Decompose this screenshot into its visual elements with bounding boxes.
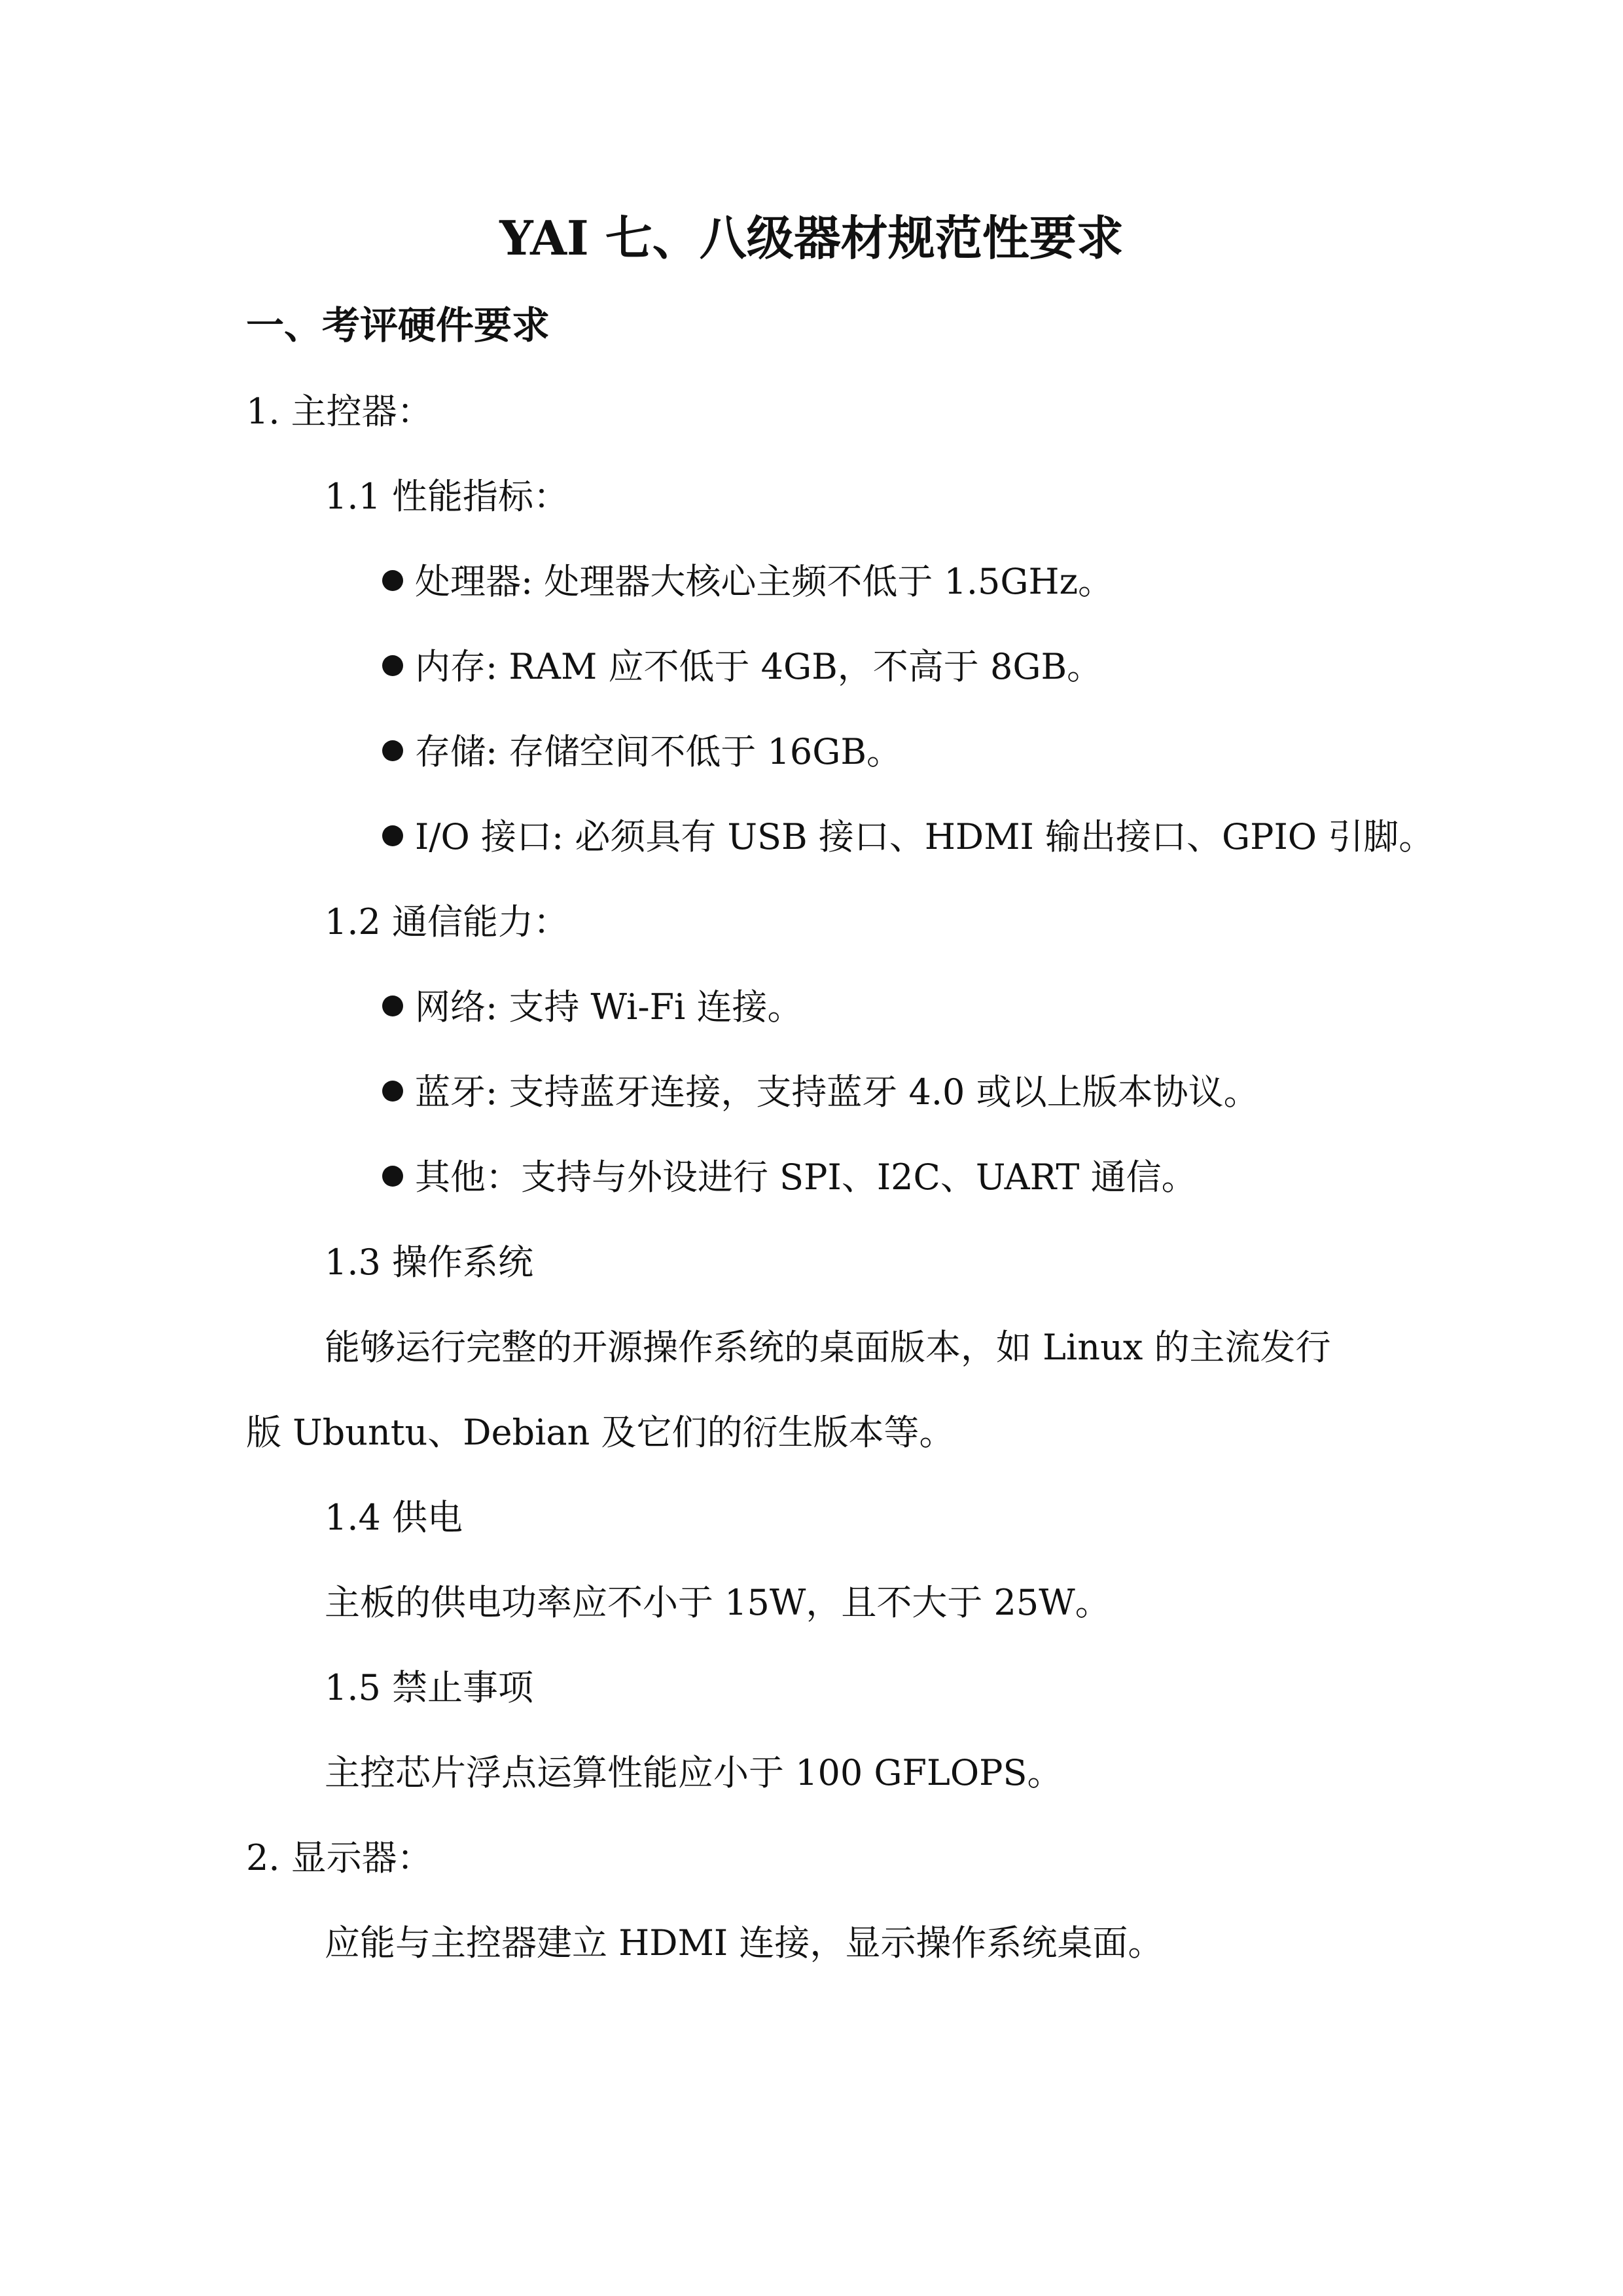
bullet-item — [382, 816, 1435, 857]
bullet-item — [382, 561, 1114, 602]
paragraph-line: 主控芯片浮点运算性能应小于 100 GFLOPS。 — [325, 1752, 1063, 1793]
bullet-icon — [382, 655, 403, 676]
bullet-icon — [382, 1081, 403, 1102]
bullet-icon — [382, 1166, 403, 1187]
bullet-text: 存储: 存储空间不低于 16GB。 — [415, 731, 902, 772]
item-2-label: 2. 显示器： — [246, 1837, 433, 1878]
bullet-item — [382, 731, 902, 772]
section-heading: 一、考评硬件要求 — [246, 303, 550, 348]
paragraph-line: 主板的供电功率应不小于 15W，且不大于 25W。 — [325, 1582, 1111, 1623]
bullet-text: 其他：支持与外设进行 SPI、I2C、UART 通信。 — [415, 1157, 1197, 1198]
bullet-text: 网络: 支持 Wi-Fi 连接。 — [415, 986, 803, 1028]
bullet-text: 处理器: 处理器大核心主频不低于 1.5GHz。 — [415, 561, 1114, 602]
bullet-item — [382, 646, 1103, 687]
bullet-text: 蓝牙: 支持蓝牙连接，支持蓝牙 4.0 或以上版本协议。 — [415, 1071, 1259, 1113]
bullet-item — [382, 1071, 1259, 1113]
sub-1-2-label: 1.2 通信能力： — [325, 901, 569, 942]
paragraph-line: 应能与主控器建立 HDMI 连接，显示操作系统桌面。 — [325, 1922, 1164, 1964]
bullet-item — [382, 986, 803, 1028]
bullet-icon — [382, 996, 403, 1016]
document-title: YAI 七、八级器材规范性要求 — [499, 210, 1124, 266]
paragraph-line: 能够运行完整的开源操作系统的桌面版本，如 Linux 的主流发行 — [325, 1327, 1331, 1368]
item-1-label: 1. 主控器： — [246, 391, 433, 432]
paragraph-line: 版 Ubuntu、Debian 及它们的衍生版本等。 — [246, 1412, 955, 1453]
bullet-icon — [382, 825, 403, 846]
bullet-icon — [382, 570, 403, 591]
bullet-text: I/O 接口: 必须具有 USB 接口、HDMI 输出接口、GPIO 引脚。 — [415, 816, 1435, 857]
bullet-text: 内存: RAM 应不低于 4GB，不高于 8GB。 — [415, 646, 1103, 687]
sub-1-3-label: 1.3 操作系统 — [325, 1242, 534, 1283]
sub-1-1-label: 1.1 性能指标： — [325, 476, 569, 517]
bullet-item — [382, 1157, 1197, 1198]
sub-1-4-label: 1.4 供电 — [325, 1497, 463, 1538]
sub-1-5-label: 1.5 禁止事项 — [325, 1667, 534, 1708]
bullet-icon — [382, 740, 403, 761]
